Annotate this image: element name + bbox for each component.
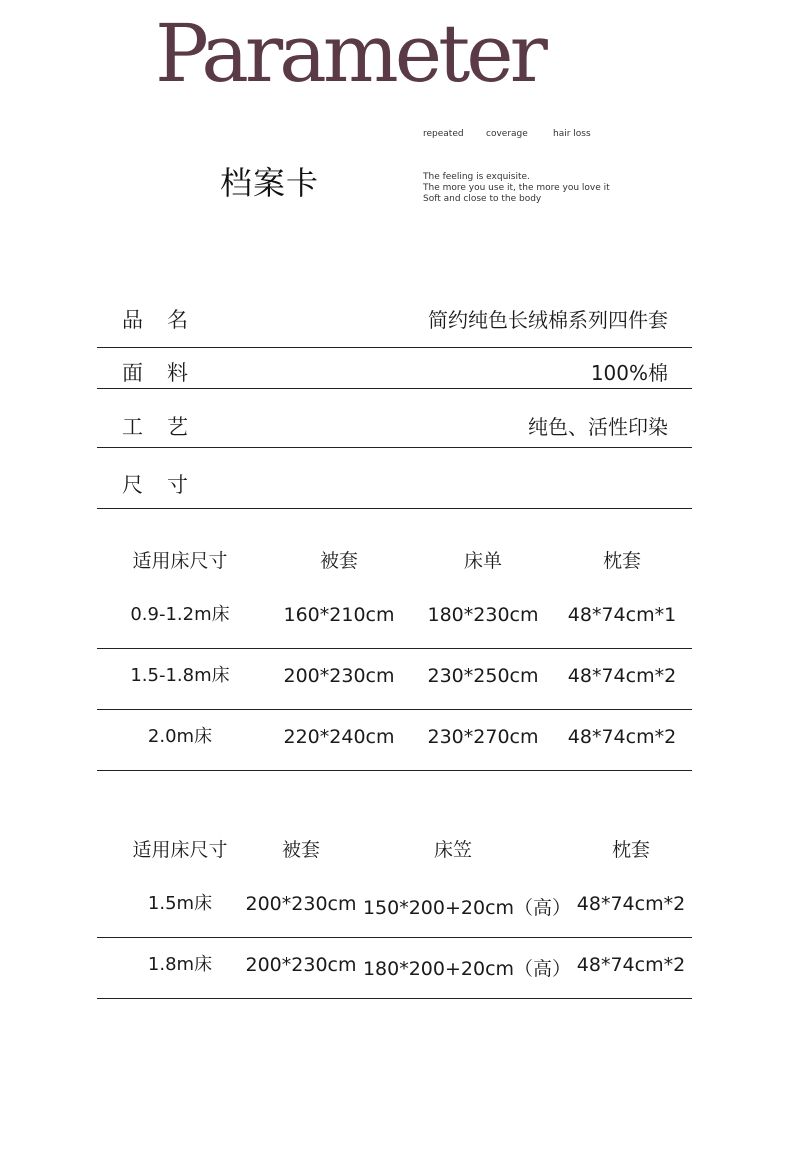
table-cell: 1.5m床 [147,893,213,914]
tag-hair-loss: hair loss [553,129,591,139]
table-cell: 180*230cm [427,604,539,626]
table-cell: 200*230cm [245,893,357,915]
table-header-row [97,528,692,588]
spec-row-fabric [97,348,692,389]
slogan-line: The feeling is exquisite. [423,172,530,182]
spec-row-craft [97,389,692,448]
table-row [97,710,692,771]
table-cell: 1.8m床 [147,954,213,975]
spec-label: 尺寸 [122,473,212,497]
spec-row-size [97,448,692,509]
table-header-cell: 床笠 [433,839,473,861]
spec-value: 纯色、活性印染 [528,415,668,439]
table-cell: 180*200+20cm（高） [362,958,572,980]
slogan [423,172,610,205]
table-cell: 48*74cm*2 [567,665,677,687]
table-row [97,588,692,649]
table-cell: 2.0m床 [147,726,213,747]
spec-label: 品名 [122,308,212,332]
table-header-cell: 被套 [281,839,321,861]
table-header-cell: 适用床尺寸 [132,550,228,572]
table-cell: 0.9-1.2m床 [130,604,230,625]
tag-repeated: repeated [423,129,464,139]
table-header-cell: 床单 [463,550,503,572]
size-table-1 [97,528,692,771]
table-row [97,938,692,999]
table-header-row [97,817,692,877]
spec-label: 工艺 [122,415,212,439]
table-header-cell: 枕套 [611,839,651,861]
table-row [97,649,692,710]
table-cell: 48*74cm*2 [576,893,686,915]
table-cell: 200*230cm [245,954,357,976]
table-row [97,877,692,938]
table-cell: 48*74cm*2 [576,954,686,976]
spec-value: 100%棉 [590,361,668,385]
table-header-cell: 枕套 [602,550,642,572]
table-cell: 220*240cm [283,726,395,748]
table-header-cell: 被套 [319,550,359,572]
tag-coverage: coverage [486,129,528,139]
table-header-cell: 适用床尺寸 [132,839,228,861]
spec-label: 面料 [122,361,212,385]
slogan-line: Soft and close to the body [423,194,542,204]
spec-value: 简约纯色长绒棉系列四件套 [428,308,668,332]
size-table-2 [97,817,692,999]
table-cell: 48*74cm*2 [567,726,677,748]
table-cell: 230*270cm [427,726,539,748]
table-cell: 160*210cm [283,604,395,626]
page-title: Parameter [155,7,544,100]
table-cell: 48*74cm*1 [567,604,677,626]
spec-row-name [97,289,692,348]
table-cell: 1.5-1.8m床 [130,665,230,686]
table-cell: 150*200+20cm（高） [362,897,572,919]
table-cell: 200*230cm [283,665,395,687]
slogan-line: The more you use it, the more you love it [423,183,610,193]
table-cell: 230*250cm [427,665,539,687]
card-title: 档案卡 [220,164,320,202]
